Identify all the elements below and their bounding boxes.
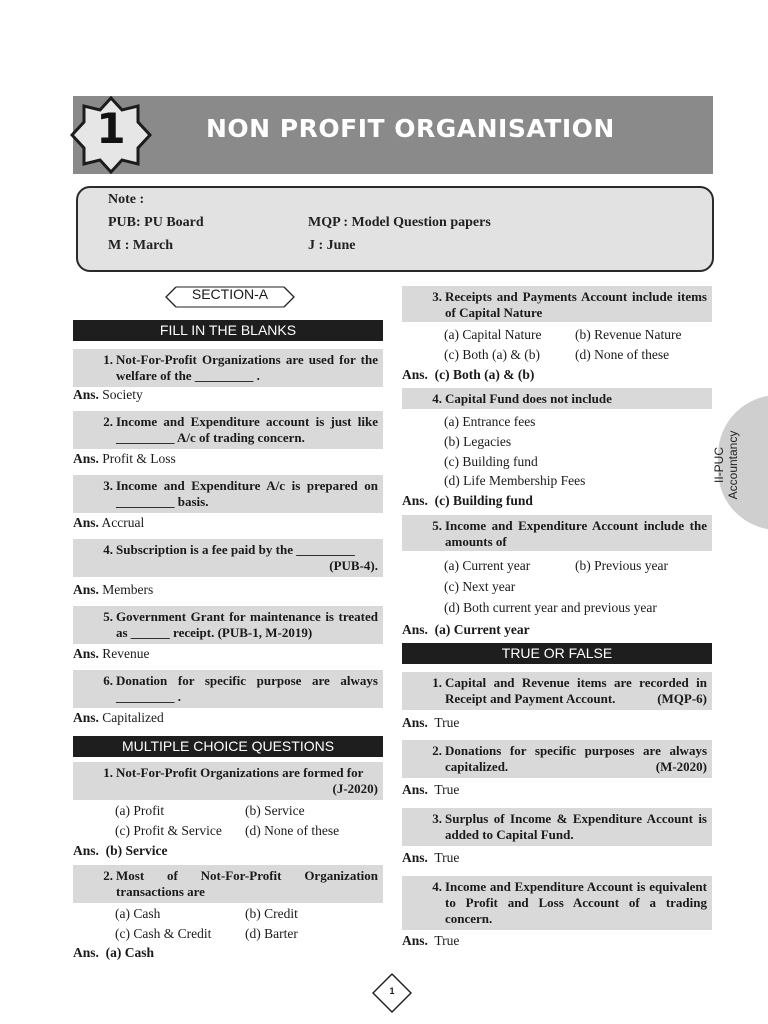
mcq-heading: MULTIPLE CHOICE QUESTIONS	[73, 736, 383, 757]
fill-blank-question-5: 5. Government Grant for maintenance is treated as ______ receipt. (PUB-1, M-2019)	[73, 606, 383, 644]
mcq-5-option-d: (d) Both current year and previous year	[444, 600, 657, 615]
fill-blank-answer-6: Ans. Capitalized	[73, 710, 164, 725]
true-false-answer-3: Ans. True	[402, 850, 460, 865]
mcq-1-option-c: (c) Profit & Service	[115, 823, 222, 838]
true-false-question-3: 3. Surplus of Income & Expenditure Account is added to Capital Fund.	[402, 808, 712, 846]
fill-blanks-heading: FILL IN THE BLANKS	[73, 320, 383, 341]
note-pub: PUB: PU Board	[108, 215, 204, 230]
mcq-5-option-a: (a) Current year	[444, 558, 531, 573]
chapter-number: 1	[96, 104, 126, 153]
mcq-answer-3: Ans. (c) Both (a) & (b)	[402, 367, 535, 382]
mcq-4-option-a: (a) Entrance fees	[444, 414, 536, 429]
mcq-3-option-c: (c) Both (a) & (b)	[444, 347, 540, 362]
fill-blank-answer-5: Ans. Revenue	[73, 646, 150, 661]
mcq-3-option-d: (d) None of these	[575, 347, 670, 362]
fill-blank-answer-4: Ans. Members	[73, 582, 154, 597]
mcq-2-option-c: (c) Cash & Credit	[115, 926, 212, 941]
true-false-heading: TRUE OR FALSE	[402, 643, 712, 664]
fill-blank-question-6: 6. Donation for specific purpose are always _________ .	[73, 670, 383, 708]
chapter-title: NON PROFIT ORGANISATION	[206, 114, 615, 143]
fill-blank-question-1: 1. Not-For-Profit Organizations are used for the welfare of the _________ .	[73, 349, 383, 387]
side-subject-label: II-PUC Accountancy	[712, 430, 740, 500]
mcq-3-option-b: (b) Revenue Nature	[575, 327, 682, 342]
mcq-2-option-a: (a) Cash	[115, 906, 161, 921]
mcq-answer-1: Ans. (b) Service	[73, 843, 168, 858]
note-m: M : March	[108, 238, 174, 253]
true-false-question-1: 1. Capital and Revenue items are recorded in Receipt and Payment Account. (MQP-6)	[402, 672, 712, 710]
true-false-question-4: 4. Income and Expenditure Account is equivalent to Profit and Loss Account of a trading concern.	[402, 876, 712, 930]
fill-blank-question-3: 3. Income and Expenditure A/c is prepared on _________ basis.	[73, 475, 383, 513]
page-number: 1	[389, 986, 395, 996]
mcq-answer-5: Ans. (a) Current year	[402, 622, 530, 637]
mcq-2-option-d: (d) Barter	[245, 926, 298, 941]
mcq-2-option-b: (b) Credit	[245, 906, 298, 921]
true-false-answer-1: Ans. True	[402, 715, 460, 730]
true-false-answer-2: Ans. True	[402, 782, 460, 797]
mcq-question-2: 2. Most of Not-For-Profit Organization transactions are	[73, 865, 383, 903]
mcq-4-option-d: (d) Life Membership Fees	[444, 473, 586, 488]
section-label: SECTION-A	[191, 286, 269, 302]
mcq-5-option-b: (b) Previous year	[575, 558, 668, 573]
note-j: J : June	[308, 238, 356, 253]
mcq-4-option-c: (c) Building fund	[444, 454, 538, 469]
fill-blank-answer-2: Ans. Profit & Loss	[73, 451, 176, 466]
mcq-question-3: 3. Receipts and Payments Account include items of Capital Nature	[402, 286, 712, 322]
note-mqp: MQP : Model Question papers	[308, 215, 491, 230]
mcq-4-option-b: (b) Legacies	[444, 434, 512, 449]
mcq-question-1: 1. Not-For-Profit Organizations are formed for (J-2020)	[73, 762, 383, 800]
mcq-1-option-a: (a) Profit	[115, 803, 165, 818]
mcq-answer-2: Ans. (a) Cash	[73, 945, 155, 960]
true-false-question-2: 2. Donations for specific purposes are always capitalized. (M-2020)	[402, 740, 712, 778]
mcq-3-option-a: (a) Capital Nature	[444, 327, 542, 342]
mcq-question-5: 5. Income and Expenditure Account include the amounts of	[402, 515, 712, 551]
fill-blank-answer-3: Ans. Accrual	[73, 515, 145, 530]
fill-blank-answer-1: Ans. Society	[73, 387, 143, 402]
note-heading: Note :	[108, 192, 145, 207]
mcq-answer-4: Ans. (c) Building fund	[402, 493, 533, 508]
mcq-5-option-c: (c) Next year	[444, 579, 516, 594]
fill-blank-question-2: 2. Income and Expenditure account is just like _________ A/c of trading concern.	[73, 411, 383, 449]
mcq-1-option-b: (b) Service	[245, 803, 305, 818]
mcq-1-option-d: (d) None of these	[245, 823, 340, 838]
fill-blank-question-4: 4. Subscription is a fee paid by the _________ (PUB-4).	[73, 539, 383, 577]
mcq-question-4: 4. Capital Fund does not include	[402, 388, 712, 409]
true-false-answer-4: Ans. True	[402, 933, 460, 948]
